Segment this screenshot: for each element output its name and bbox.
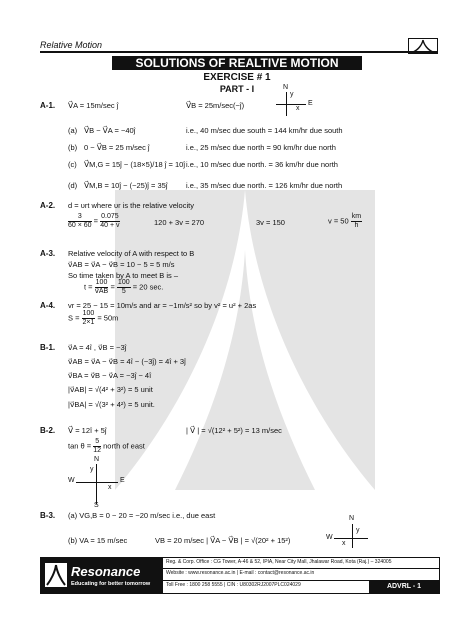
b1-line1: v⃗A = 4î , v⃗B = −3ĵ (68, 343, 127, 352)
header-rule (40, 51, 438, 53)
brand-tagline: Educating for better tomorrow (71, 581, 151, 587)
b1-line3: v⃗BA = v⃗B − v⃗A = −3ĵ − 4î (68, 371, 152, 380)
a1d-eq: V⃗M,B = 10ĵ − (−25)ĵ = 35ĵ (84, 181, 168, 190)
watermark-logo-icon (115, 190, 375, 490)
a3-label: A-3. (40, 249, 56, 258)
a2-label: A-2. (40, 201, 56, 210)
exercise-heading: EXERCISE # 1 (203, 72, 271, 83)
a1b-key: (b) (68, 143, 78, 152)
b2-magnitude: | V⃗ | = √(12² + 5²) = 13 m/sec (186, 426, 282, 435)
compass-b3: N y W x (326, 518, 376, 552)
compass-b2: N y W E x S (68, 456, 125, 509)
a1b-ie: i.e., 25 m/sec due north = 90 km/hr due north (186, 143, 336, 152)
b1-line5: |v⃗BA| = √(3² + 4²) = 5 unit. (68, 400, 155, 409)
b2-line2: tan θ = $\frac{5}{12}$ north of east (68, 438, 145, 454)
a3-line2: v⃗AB = v⃗A − v⃗B = 10 − 5 = 5 m/s (68, 260, 175, 269)
b3-line2a: (b) VA = 15 m/sec (68, 536, 128, 545)
b1-line4: |v⃗AB| = √(4² + 3²) = 5 unit (68, 385, 153, 394)
b3-line2b: VB = 20 m/sec | V⃗A − V⃗B | = √(20² + 15²) (155, 536, 291, 545)
a2-line1: d = υrt where υr is the relative velocity (68, 201, 194, 210)
a2-eq4: v = 50 $\frac{km}{h}$ (328, 213, 362, 229)
a1-label: A-1. (40, 101, 56, 110)
a2-eq1: $\frac{3}{60 \times 60}$ = $\frac{0.075}{40 + v}$ (68, 213, 120, 229)
a1a-ie: i.e., 40 m/sec due south = 144 km/hr due south (186, 126, 343, 135)
a2-eq3: 3v = 150 (256, 218, 285, 227)
footer (40, 557, 440, 594)
a2-eq2: 120 + 3v = 270 (154, 218, 205, 227)
a4-line2: S = $\frac{100}{2\times 1}$ = 50m (68, 310, 119, 326)
a3-line3: So time taken by A to meet B is – (68, 271, 179, 280)
a1-va: V⃗A = 15m/sec ĵ (68, 101, 119, 110)
a1c-eq: V⃗M,G = 15ĵ − (18×5)/18 ĵ = 10ĵ (84, 160, 186, 169)
compass-a1: N y E x (276, 88, 326, 122)
footer-office: Reg. & Corp. Office : CG Tower, A-46 & 52, IPIA, Near City Mall, Jhalawar Road, Kota (Raj.) – 324005 (166, 559, 392, 565)
a4-line1: vr = 25 − 15 = 10m/s and ar = −1m/s² so by v² = u² + 2as (68, 301, 257, 310)
brand-name: Resonance (71, 564, 141, 579)
a1a-key: (a) (68, 126, 78, 135)
resonance-logo (41, 558, 163, 593)
resonance-logo-icon (45, 563, 67, 587)
page-code: ADVRL - 1 (369, 581, 439, 593)
footer-website: Website : www.resonance.ac.in | E-mail : contact@resonance.ac.in (166, 570, 315, 576)
a3-line1: Relative velocity of A with respect to B (68, 249, 195, 258)
a4-label: A-4. (40, 301, 56, 310)
a1a-eq: V⃗B − V⃗A = −40ĵ (84, 126, 136, 135)
a1c-ie: i.e., 10 m/sec due north. = 36 km/hr due north (186, 160, 338, 169)
footer-tollfree: Toll Free : 1800 258 5555 | CIN : U80302RJ2007PLC024029 (166, 582, 301, 588)
a3-line4: t = $\frac{100}{v⃗AB}$ = $\frac{100}{5}$ = 20 sec. (84, 279, 164, 295)
b2-label: B-2. (40, 426, 56, 435)
page-title: SOLUTIONS OF REALTIVE MOTION (112, 56, 362, 70)
b1-line2: v⃗AB = v⃗A − v⃗B = 4î − (−3ĵ) = 4î + 3ĵ (68, 357, 186, 366)
part-heading: PART - I (219, 84, 255, 94)
b2-line1: V⃗ = 12î + 5ĵ (68, 426, 107, 435)
b3-line1: (a) VG,B = 0 − 20 = −20 m/sec i.e., due east (68, 511, 216, 520)
a1d-ie: i.e., 35 m/sec due north. = 126 km/hr due north (186, 181, 343, 190)
a1b-eq: 0 − V⃗B = 25 m/sec ĵ (84, 143, 150, 152)
footer-info (163, 558, 439, 593)
b3-label: B-3. (40, 511, 56, 520)
a1-vb: V⃗B = 25m/sec(−ĵ) (186, 101, 245, 110)
running-title: Relative Motion (40, 40, 103, 50)
a1d-key: (d) (68, 181, 78, 190)
b1-label: B-1. (40, 343, 56, 352)
a1c-key: (c) (68, 160, 77, 169)
